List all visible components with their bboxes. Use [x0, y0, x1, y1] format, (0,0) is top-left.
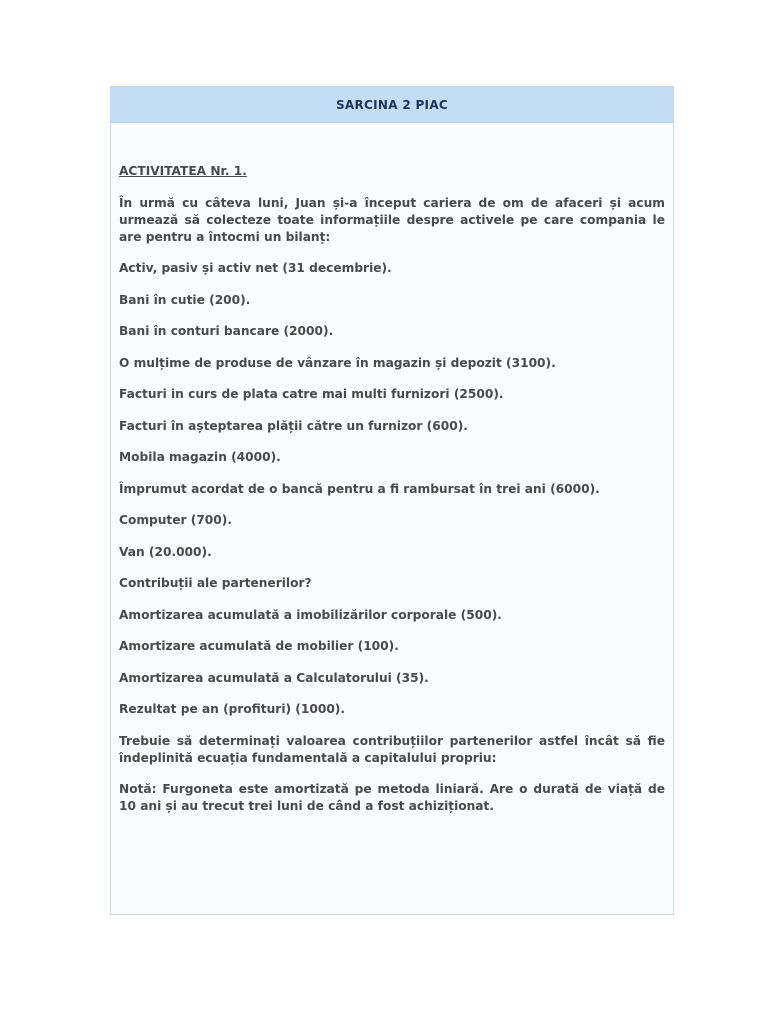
list-item: Facturi în așteptarea plății către un furnizor (600).: [119, 418, 468, 433]
list-item: Împrumut acordat de o bancă pentru a fi rambursat în trei ani (6000).: [119, 481, 600, 496]
task-statement: Trebuie să determinați valoarea contribuțiilor partenerilor astfel încât să fie îndeplinită ecuația fundamentală a capitalului propriu:: [119, 733, 665, 765]
list-item: Amortizarea acumulată a imobilizărilor corporale (500).: [119, 607, 502, 622]
list-item: Contribuții ale partenerilor?: [119, 576, 312, 590]
list-item: O mulțime de produse de vânzare în magazin și depozit (3100).: [119, 355, 556, 370]
list-item: Van (20.000).: [119, 544, 212, 559]
list-item: Amortizarea acumulată a Calculatorului (35).: [119, 670, 429, 685]
list-item: Rezultat pe an (profituri) (1000).: [119, 702, 345, 716]
activity-intro: În urmă cu câteva luni, Juan și-a început cariera de om de afaceri și acum urmează să colecteze toate informațiile despre activele pe care compania le are pentru a întocmi un bilanț:: [119, 195, 665, 244]
list-item: Computer (700).: [119, 513, 232, 527]
list-item: Bani în conturi bancare (2000).: [119, 324, 334, 338]
list-item: Mobila magazin (4000).: [119, 450, 281, 464]
document-panel: [110, 86, 674, 915]
document-body: [111, 123, 673, 815]
list-item: Facturi in curs de plata catre mai multi furnizori (2500).: [119, 387, 504, 401]
list-item: Bani în cutie (200).: [119, 292, 251, 307]
list-item: Amortizare acumulată de mobilier (100).: [119, 639, 399, 653]
document-title: SARCINA 2 PIAC: [335, 97, 449, 112]
activity-heading: ACTIVITATEA Nr. 1.: [119, 164, 247, 178]
list-item: Activ, pasiv și activ net (31 decembrie).: [119, 261, 392, 275]
document-header: [111, 87, 673, 123]
note-text: Notă: Furgoneta este amortizată pe metoda liniară. Are o durată de viață de 10 ani și au trecut trei luni de când a fost achiziționat.: [119, 782, 665, 813]
